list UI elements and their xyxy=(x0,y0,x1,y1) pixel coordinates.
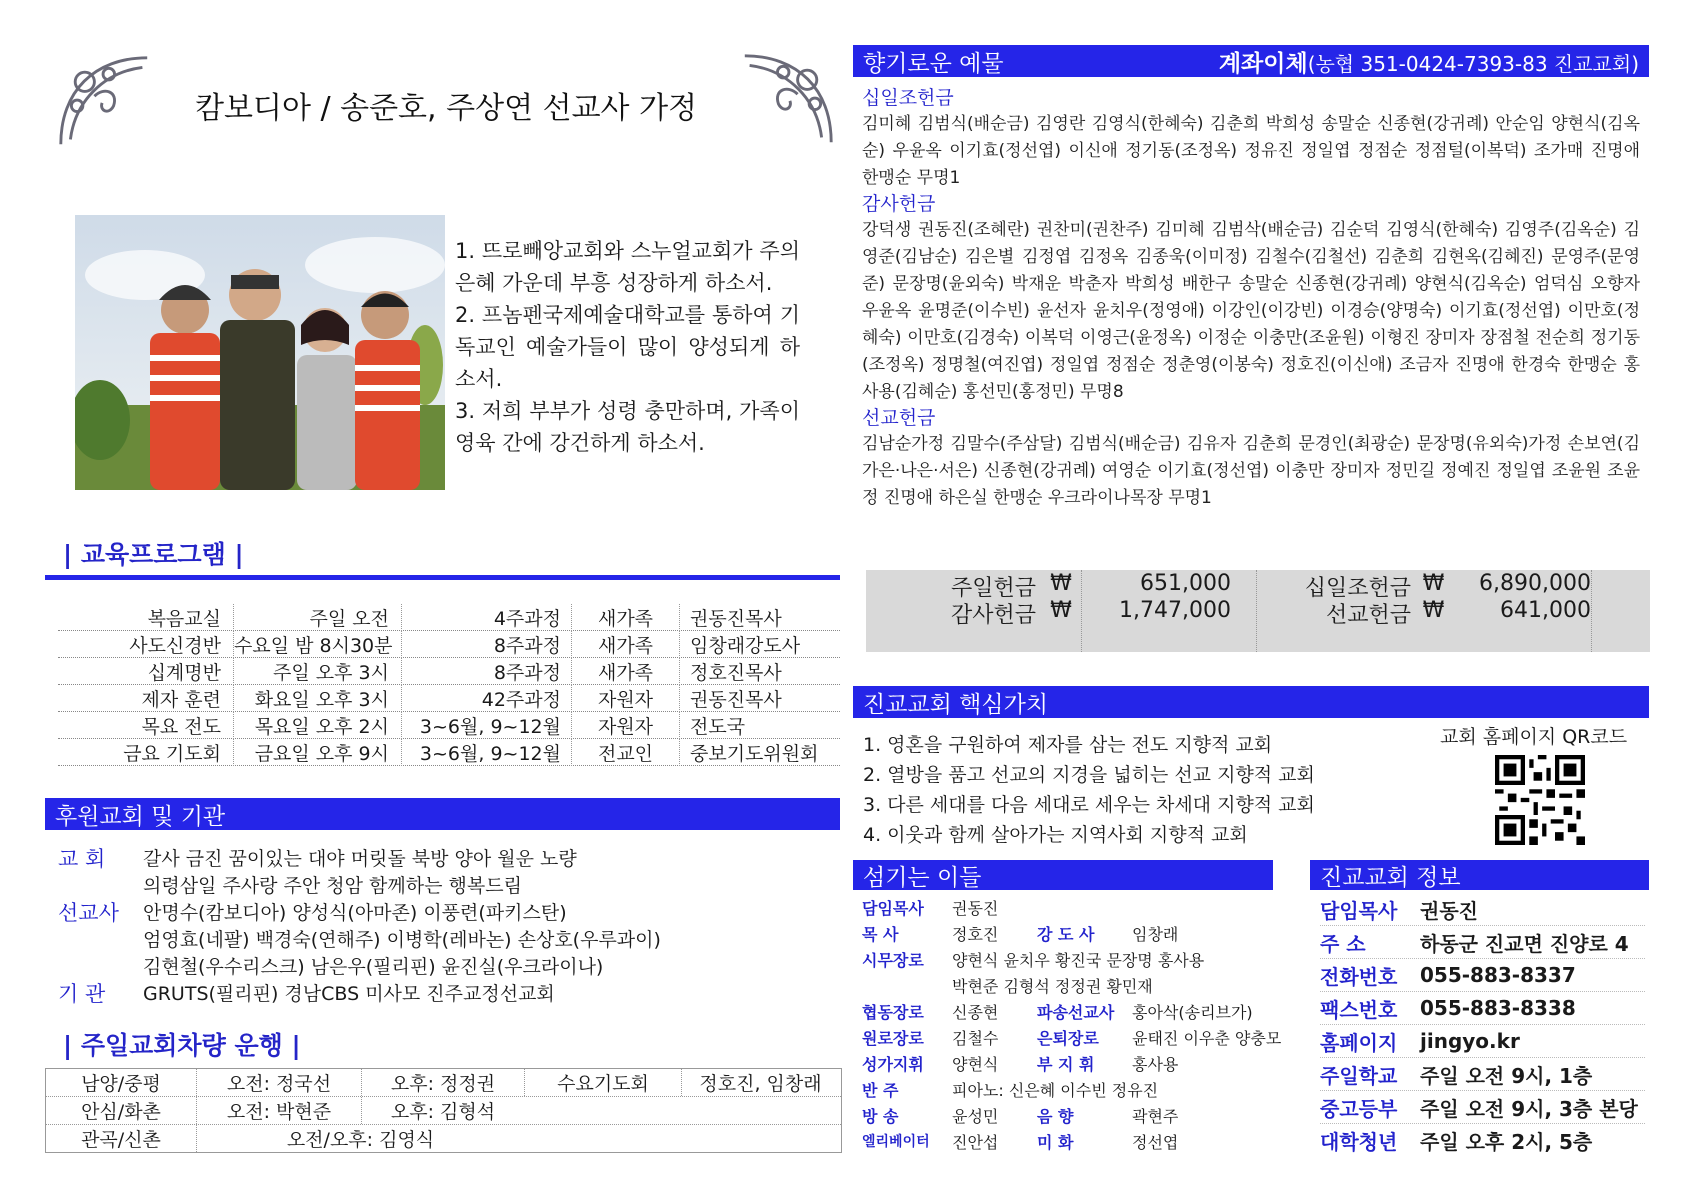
totals-divider xyxy=(1081,570,1082,652)
table-row xyxy=(46,1125,841,1152)
servant-row xyxy=(862,1050,1282,1076)
total-item xyxy=(1256,571,1646,601)
vehicle-cell: 남양/중평 xyxy=(81,1073,161,1095)
info-row xyxy=(1320,959,1645,992)
support-churches xyxy=(58,846,838,900)
servant-role: 부 지 휘 xyxy=(1037,1054,1095,1074)
servant-role: 방 송 xyxy=(862,1106,899,1126)
offering-group xyxy=(862,406,1640,512)
servant-names: 신종현 xyxy=(952,1002,999,1022)
servant-names: 권동진 xyxy=(952,898,999,918)
offering-groups xyxy=(862,86,1640,512)
servant-names: 김철수 xyxy=(952,1028,999,1048)
homepage-qr-code[interactable] xyxy=(1495,755,1585,845)
servant-row xyxy=(862,1102,1282,1128)
total-item xyxy=(866,571,1256,601)
missionary-label: 선교사 xyxy=(58,901,119,925)
edu-time: 수요일 밤 8시30분 xyxy=(233,631,401,658)
info-label: 대학청년 xyxy=(1320,1129,1398,1154)
servant-role: 엘리베이터 xyxy=(862,1134,930,1150)
servant-names: 윤태진 이우춘 양충모 xyxy=(1132,1028,1282,1048)
vehicle-cell: 정호진, 임창래 xyxy=(681,1069,839,1096)
edu-time: 화요일 오후 3시 xyxy=(233,685,401,712)
org-label: 기 관 xyxy=(58,982,106,1006)
servant-names: 피아노: 신은혜 이수빈 정유진 xyxy=(952,1080,1159,1100)
servant-role: 목 사 xyxy=(862,924,899,944)
servant-role: 음 향 xyxy=(1037,1106,1074,1126)
vehicle-cell: 관곡/신촌 xyxy=(81,1129,161,1151)
edu-target: 자원자 xyxy=(571,712,679,739)
servant-row xyxy=(862,1024,1282,1050)
total-label: 주일헌금 xyxy=(950,576,1036,601)
edu-target: 새가족 xyxy=(571,604,679,631)
homepage-link[interactable]: jingyo.kr xyxy=(1420,1029,1520,1053)
vehicle-cell: 오전: 정국선 xyxy=(196,1069,361,1096)
vehicle-cell: 오후: 김형석 xyxy=(361,1097,524,1124)
vehicle-cell: 수요기도회 xyxy=(524,1069,681,1096)
table-row xyxy=(46,1069,841,1097)
church-info-title: 진교교회 정보 xyxy=(1320,864,1461,891)
mission-section xyxy=(40,45,840,515)
servant-names: 정호진 xyxy=(952,924,999,944)
servant-role: 강 도 사 xyxy=(1037,924,1095,944)
servant-names: 정선엽 xyxy=(1132,1132,1179,1152)
vehicle-cell: 오전/오후: 김영식 xyxy=(196,1125,524,1152)
total-currency: ₩ xyxy=(1050,598,1072,623)
total-currency: ₩ xyxy=(1422,598,1445,623)
edu-leader: 권동진목사 xyxy=(679,604,829,631)
edu-leader: 중보기도위원회 xyxy=(679,739,829,766)
offering-group-names: 김남순가정 김말수(주삼달) 김범식(배순금) 김유자 김춘희 문경인(최광순) 문장명(유외숙)가정 손보연(김가은·나은·서은) 신종현(강귀례) 여영순 이기효(정선엽) 이충만 장미자 정민길 정예진 정일엽 조윤원 조윤정 진명애 하은실 한맹순 우크라이나목장 무명1 xyxy=(862,434,1640,508)
table-row xyxy=(58,685,840,712)
info-row xyxy=(1320,926,1645,959)
edu-name: 제자 훈련 xyxy=(141,688,221,711)
info-row xyxy=(1320,1124,1645,1156)
edu-target: 전교인 xyxy=(571,739,679,766)
edu-target: 자원자 xyxy=(571,685,679,712)
church-label: 교 회 xyxy=(58,847,106,871)
offering-header xyxy=(853,45,1649,77)
table-row xyxy=(58,658,840,685)
phone-number[interactable]: 055-883-8337 xyxy=(1420,963,1576,987)
servant-names: 양현식 xyxy=(952,1054,999,1074)
info-value: 하동군 진교면 진양로 4 xyxy=(1420,931,1629,956)
education-table xyxy=(58,604,840,766)
servant-role: 파송선교사 xyxy=(1037,1002,1115,1022)
prayer-item: 2. 프놈펜국제예술대학교를 통하여 기독교인 예술가들이 많이 양성되게 하소서. xyxy=(455,303,800,391)
edu-period: 8주과정 xyxy=(401,631,571,658)
servant-row xyxy=(862,1128,1282,1154)
servant-role: 시무장로 xyxy=(862,950,924,970)
total-amount: 1,747,000 xyxy=(1119,598,1231,623)
vehicle-title: | 주일교회차량 운행 | xyxy=(63,1031,301,1060)
account-detail: (농협 351-0424-7393-83 진교교회) xyxy=(1307,51,1639,76)
support-orgs xyxy=(58,981,838,1008)
fax-number: 055-883-8338 xyxy=(1420,996,1576,1020)
table-row xyxy=(58,739,840,766)
total-currency: ₩ xyxy=(1050,571,1072,596)
mission-title: 캄보디아 / 송준호, 주상연 선교사 가정 xyxy=(195,91,698,126)
edu-name: 금요 기도회 xyxy=(123,742,221,765)
servant-role: 협동장로 xyxy=(862,1002,924,1022)
church-line: 의령삼일 주사랑 주안 청암 함께하는 행복드림 xyxy=(143,875,522,897)
servants-header xyxy=(853,860,1273,890)
edu-leader: 정호진목사 xyxy=(679,658,829,685)
missionary-line: 엄영효(네팔) 백경숙(연해주) 이병학(레바논) 손상호(우루과이) xyxy=(143,929,661,951)
vehicle-cell: 안심/화촌 xyxy=(81,1101,161,1123)
missionary-family-photo xyxy=(75,215,445,490)
edu-name: 십계명반 xyxy=(147,661,221,684)
support-header xyxy=(45,798,840,830)
total-item xyxy=(1256,598,1646,628)
qr-label: 교회 홈페이지 QR코드 xyxy=(1440,726,1628,748)
account-label: 계좌이체 xyxy=(1218,50,1308,77)
info-row xyxy=(1320,1091,1645,1124)
totals-divider xyxy=(1256,570,1257,652)
support-title: 후원교회 및 기관 xyxy=(55,803,226,830)
total-item xyxy=(866,598,1256,628)
servant-role: 은퇴장로 xyxy=(1037,1028,1099,1048)
edu-period: 3~6월, 9~12월 xyxy=(401,739,571,766)
core-values-list xyxy=(863,730,1383,850)
vehicle-table xyxy=(45,1068,842,1153)
total-label: 감사헌금 xyxy=(950,603,1036,628)
offering-group xyxy=(862,192,1640,406)
table-row xyxy=(46,1097,841,1125)
core-values-title: 진교교회 핵심가치 xyxy=(863,691,1049,718)
info-row xyxy=(1320,992,1645,1025)
education-title: | 교육프로그램 | xyxy=(63,540,244,569)
servant-role: 원로장로 xyxy=(862,1028,924,1048)
edu-target: 새가족 xyxy=(571,658,679,685)
missionary-line: 김현철(우수리스크) 남은우(필리핀) 윤진실(우크라이나) xyxy=(143,956,604,978)
corner-ornament-right xyxy=(740,51,836,147)
church-line: 갈사 금진 꿈이있는 대야 머릿돌 북방 양아 월운 노량 xyxy=(143,848,577,870)
total-amount: 641,000 xyxy=(1500,598,1591,623)
offering-group-names: 김미혜 김범식(배순금) 김영란 김영식(한혜숙) 김춘희 박희성 송말순 신종현(강귀례) 안순임 양현식(김옥순) 우윤옥 이기효(정선엽) 이신애 정기동(조정옥) 정유진 정일엽 정점순 정점털(이복덕) 조가매 진명애 한맹순 무명1 xyxy=(862,114,1640,188)
edu-time: 주일 오후 3시 xyxy=(233,658,401,685)
edu-leader: 임창래강도사 xyxy=(679,631,829,658)
total-amount: 651,000 xyxy=(1140,571,1231,596)
info-value: 주일 오후 2시, 5층 xyxy=(1420,1129,1593,1154)
totals-divider xyxy=(1591,570,1592,652)
offering-totals xyxy=(866,570,1650,652)
core-value-item: 1. 영혼을 구원하여 제자를 삼는 전도 지향적 교회 xyxy=(863,734,1273,756)
servant-role: 반 주 xyxy=(862,1080,899,1100)
core-value-item: 4. 이웃과 함께 살아가는 지역사회 지향적 교회 xyxy=(863,824,1248,846)
edu-period: 8주과정 xyxy=(401,658,571,685)
servant-row xyxy=(862,894,1282,920)
edu-leader: 전도국 xyxy=(679,712,829,739)
servant-row xyxy=(862,1076,1282,1102)
servant-role: 미 화 xyxy=(1037,1132,1074,1152)
info-value: 주일 오전 9시, 3층 본당 xyxy=(1420,1096,1638,1121)
info-value: 권동진 xyxy=(1420,898,1478,923)
info-value: 주일 오전 9시, 1층 xyxy=(1420,1063,1593,1088)
offering-group-heading: 선교헌금 xyxy=(862,407,936,429)
servant-row xyxy=(862,946,1282,972)
info-row xyxy=(1320,1025,1645,1058)
account-info xyxy=(1219,45,1639,78)
edu-name: 복음교실 xyxy=(147,607,221,630)
info-label: 팩스번호 xyxy=(1320,997,1398,1022)
edu-time: 목요일 오후 2시 xyxy=(233,712,401,739)
servant-row xyxy=(862,920,1282,946)
table-row xyxy=(58,712,840,739)
org-line: GRUTS(필리핀) 경남CBS 미사모 진주교정선교회 xyxy=(143,983,555,1005)
offering-group-heading: 감사헌금 xyxy=(862,193,936,215)
missionary-line: 안명수(캄보디아) 양성식(아마존) 이풍련(파키스탄) xyxy=(143,902,567,924)
edu-time: 금요일 오후 9시 xyxy=(233,739,401,766)
info-row xyxy=(1320,893,1645,926)
support-list xyxy=(58,846,838,1008)
offering-group xyxy=(862,86,1640,192)
vehicle-cell: 오후: 정정권 xyxy=(361,1069,524,1096)
church-info-list xyxy=(1320,893,1645,1156)
total-currency: ₩ xyxy=(1422,571,1445,596)
prayer-item: 3. 저희 부부가 성령 충만하며, 가족이 영육 간에 강건하게 하소서. xyxy=(455,399,800,455)
info-label: 주일학교 xyxy=(1320,1063,1398,1088)
servant-role: 성가지휘 xyxy=(862,1054,924,1074)
servant-names: 곽현주 xyxy=(1132,1106,1179,1126)
servant-names: 임창래 xyxy=(1132,924,1179,944)
total-label: 선교헌금 xyxy=(1325,603,1411,628)
servant-row xyxy=(862,972,1282,998)
servants-list xyxy=(862,894,1282,1154)
core-values-header xyxy=(853,686,1649,718)
servant-names: 박현준 김형석 정정권 황민재 xyxy=(952,976,1153,996)
servant-names: 진안섭 xyxy=(952,1132,999,1152)
info-label: 전화번호 xyxy=(1320,964,1398,989)
offering-group-names: 강덕생 권동진(조혜란) 권찬미(권찬주) 김미혜 김범삭(배순금) 김순덕 김영식(한혜숙) 김영주(김옥순) 김영준(김남순) 김은별 김정엽 김정옥 김종욱(이미정) 김철수(김철선) 김춘희 김현옥(김혜진) 문영주(문영준) 문장명(윤외숙) 박재운 박춘자 박희성 배한구 송말순 신종현(강귀례) 양현식(김옥순) 엄덕심 오향자 우윤옥 윤명준(이수빈) 윤선자 윤치우(정영애) 이강인(이강빈) 이경승(양명숙) 이기효(정선엽) 이만호(정혜숙) 이만호(김경숙) 이복덕 이영근(윤정옥) 이정순 이충만(조윤원) 이형진 장미자 장점철 전순희 정기동(조정옥) 정명철(여진엽) 정일엽 정점순 정춘영(이봉숙) 정호진(이신애) 조금자 진명애 한경숙 한맹순 홍사용(김혜순) 홍선민(홍정민) 무명8 xyxy=(862,220,1640,402)
edu-time: 주일 오전 xyxy=(233,604,401,631)
offering-title: 향기로운 예물 xyxy=(863,50,1004,77)
edu-period: 4주과정 xyxy=(401,604,571,631)
edu-name: 사도신경반 xyxy=(129,634,221,657)
education-title-rule xyxy=(45,575,840,580)
church-info-header xyxy=(1310,860,1649,890)
edu-leader: 권동진목사 xyxy=(679,685,829,712)
info-row xyxy=(1320,1058,1645,1091)
prayer-item: 1. 뜨로빼앙교회와 스누얼교회가 주의 은혜 가운데 부흥 성장하게 하소서. xyxy=(455,239,800,295)
vehicle-cell: 오전: 박현준 xyxy=(196,1097,361,1124)
core-value-item: 3. 다른 세대를 다음 세대로 세우는 차세대 지향적 교회 xyxy=(863,794,1315,816)
info-label: 담임목사 xyxy=(1320,898,1398,923)
info-label: 중고등부 xyxy=(1320,1096,1398,1121)
edu-target: 새가족 xyxy=(571,631,679,658)
servant-names: 홍아삭(송리브가) xyxy=(1132,1002,1253,1022)
table-row xyxy=(58,631,840,658)
prayer-list xyxy=(455,235,800,459)
edu-period: 42주과정 xyxy=(401,685,571,712)
core-value-item: 2. 열방을 품고 선교의 지경을 넓히는 선교 지향적 교회 xyxy=(863,764,1315,786)
info-label: 홈페이지 xyxy=(1320,1030,1398,1055)
table-row xyxy=(58,604,840,631)
servants-title: 섬기는 이들 xyxy=(863,864,982,891)
total-amount: 6,890,000 xyxy=(1479,571,1591,596)
info-label: 주 소 xyxy=(1320,931,1366,956)
edu-name: 목요 전도 xyxy=(141,715,221,738)
servant-names: 윤성민 xyxy=(952,1106,999,1126)
servant-role: 담임목사 xyxy=(862,898,924,918)
support-missionaries xyxy=(58,900,838,981)
total-label: 십일조헌금 xyxy=(1304,576,1411,601)
servant-row xyxy=(862,998,1282,1024)
servant-names: 양현식 윤치우 황진국 문장명 홍사용 xyxy=(952,950,1205,970)
servant-names: 홍사용 xyxy=(1132,1054,1179,1074)
offering-group-heading: 십일조헌금 xyxy=(862,87,954,109)
edu-period: 3~6월, 9~12월 xyxy=(401,712,571,739)
corner-ornament-left xyxy=(56,53,152,149)
